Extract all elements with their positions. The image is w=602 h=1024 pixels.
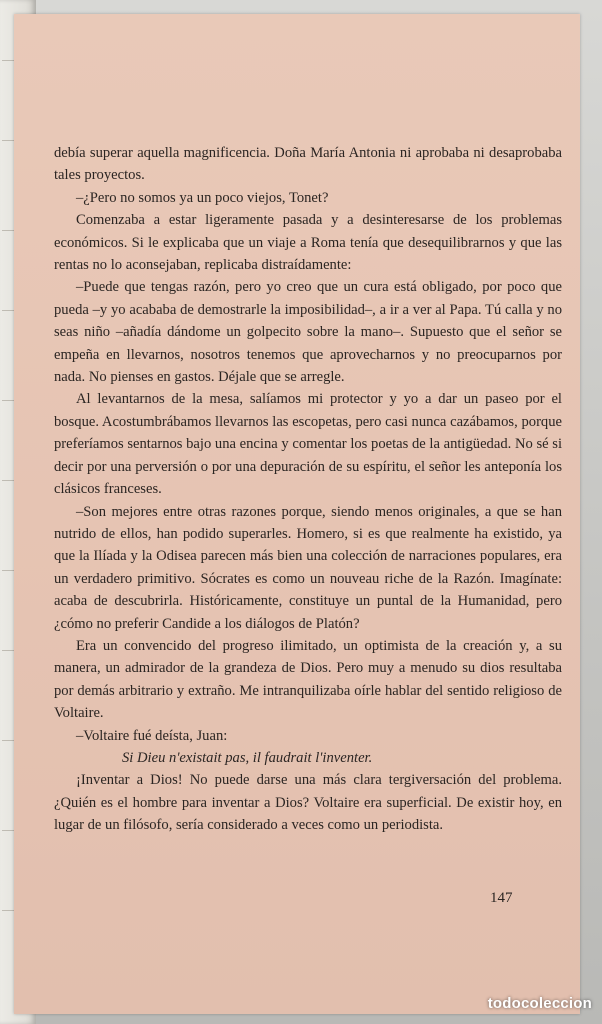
paragraph: –Voltaire fué deísta, Juan: <box>76 727 228 744</box>
quoted-verse: Si Dieu n'existait pas, il faudrait l'inventer. <box>122 749 373 766</box>
paragraph: Era un convencido del progreso ilimitado, un optimista de la creación y, a su manera, un admirador de la grandeza de Dios. Pero muy a menudo su dios resultaba por demás arbitrario y extraño. Me intranquilizaba oírle hablar del sentido religioso de Voltaire. <box>54 637 562 722</box>
page-number: 147 <box>490 890 513 906</box>
paragraph: Al levantarnos de la mesa, salíamos mi protector y yo a dar un paseo por el bosque. Acostumbrábamos llevarnos las escopetas, pero casi nunca cazábamos, porque preferíamos sentarnos bajo una encina y comentar los poetas de la antigüedad. No sé si decir por una perversión o por una depuración de su espíritu, el señor les anteponía los clásicos franceses. <box>54 391 562 498</box>
paragraph: –Son mejores entre otras razones porque, siendo menos originales, a que se han nutrido de ellos, han podido superarles. Homero, si es que realmente ha existido, ya que la Ilíada y la Odisea parecen más bien una colección de narraciones populares, era un verdadero primitivo. Sócrates es como un nouveau riche de la Razón. Imagínate: acaba de descubrirla. Históricamente, constituye un puntal de la Humanidad, pero ¿cómo no preferir Candide a los diálogos de Platón? <box>54 503 562 632</box>
paragraph: debía superar aquella magnificencia. Doña María Antonia ni aprobaba ni desaprobaba tales proyectos. <box>54 145 562 184</box>
paragraph: Comenzaba a estar ligeramente pasada y a desinteresarse de los problemas económicos. Si le explicaba que un viaje a Roma tenía que desequilibrarnos y que las rentas no lo aconsejaban, replicaba distraídamente: <box>54 212 562 274</box>
paragraph: ¡Inventar a Dios! No puede darse una más clara tergiversación del problema. ¿Quién es el hombre para inventar a Dios? Voltaire era superficial. De existir hoy, en lugar de un filósofo, sería considerado a veces como un periodista. <box>54 772 562 834</box>
paragraph: –Puede que tengas razón, pero yo creo que un cura está obligado, por poco que pueda –y yo acababa de demostrarle la imposibilidad–, a ir a ver al Papa. Tú calla y no seas niño –añadía dándome un golpecito sobre la mano–. Supuesto que el señor se empeña en llevarnos, nosotros tenemos que aprovecharnos y no preocuparnos por nada. No pienses en gastos. Déjale que se arregle. <box>54 279 562 386</box>
body-text <box>54 142 562 837</box>
book-page <box>14 14 580 1014</box>
watermark-logo: todocoleccion <box>487 995 592 1012</box>
paragraph: –¿Pero no somos ya un poco viejos, Tonet? <box>76 189 329 206</box>
